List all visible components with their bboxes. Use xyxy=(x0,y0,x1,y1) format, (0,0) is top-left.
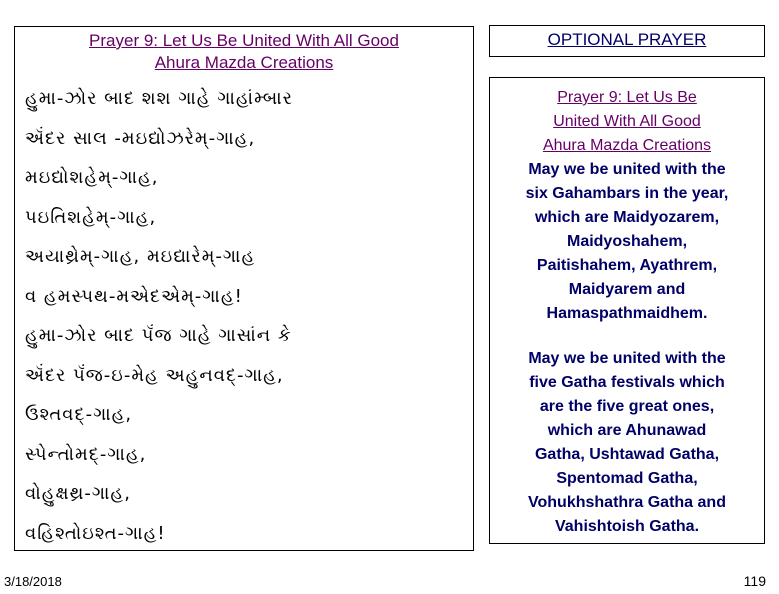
gujarati-line: વોહુક્ષથ્ર-ગાહ, xyxy=(25,483,131,504)
gatha-paragraph xyxy=(496,347,758,539)
optional-prayer-label: OPTIONAL PRAYER xyxy=(547,30,707,49)
paragraph-line: are the five great ones, xyxy=(539,398,715,415)
gujarati-text-lines xyxy=(25,89,467,563)
gujarati-line: ઍંદર સાલ -મઇદ્યોઝરેમ્-ગાહ, xyxy=(25,127,256,149)
paragraph-line: May we be united with the xyxy=(528,161,726,178)
paragraph-line: Maidyoshahem, xyxy=(566,233,688,250)
gujarati-line: હુમા-ઝોર બાદ શશ ગાહે ગાહાંમ્બાર xyxy=(25,88,293,109)
gujarati-line: ઍંદર પૅંજ-ઇ-મેહ અહુનવદ્-ગાહ, xyxy=(25,364,284,386)
right-title-line-3: Ahura Mazda Creations xyxy=(542,137,712,154)
right-title-line-2: United With All Good xyxy=(553,113,701,130)
slide-date: 3/18/2018 xyxy=(4,574,62,589)
left-title-line-1: Prayer 9: Let Us Be United With All Good xyxy=(89,31,399,50)
paragraph-line: five Gatha festivals which xyxy=(529,374,725,391)
right-title-line-1: Prayer 9: Let Us Be xyxy=(557,89,697,106)
paragraph-line: Spentomad Gatha, xyxy=(556,470,698,487)
left-title-line-2: Ahura Mazda Creations xyxy=(154,53,334,72)
paragraph-line: which are Ahunawad xyxy=(547,422,707,439)
left-prayer-title xyxy=(15,30,473,74)
paragraph-line: Maidyarem and xyxy=(568,281,686,298)
gujarati-line: પઇતિશહેમ્-ગાહ, xyxy=(25,206,157,228)
english-translation-box xyxy=(489,77,765,544)
paragraph-spacer xyxy=(496,326,758,347)
gujarati-line: સ્પેન્તોમદ્-ગાહ, xyxy=(25,443,147,465)
gujarati-prayer-box xyxy=(14,26,474,551)
gujarati-line: ઉશ્તવદ્-ગાહ, xyxy=(25,404,133,425)
paragraph-line: Paitishahem, Ayathrem, xyxy=(536,257,718,274)
gujarati-line: વ હમસ્પથ-મએદએમ્-ગાહ! xyxy=(25,285,243,307)
right-prayer-title xyxy=(496,86,758,158)
paragraph-line: Hamaspathmaidhem. xyxy=(546,305,708,322)
page-number: 119 xyxy=(743,573,766,589)
gujarati-line: મઇદ્યોશહેમ્-ગાહ, xyxy=(25,167,159,188)
gahambar-paragraph xyxy=(496,158,758,326)
paragraph-line: Vahishtoish Gatha. xyxy=(554,518,700,535)
paragraph-line: Vohukhshathra Gatha and xyxy=(528,494,726,511)
translation-content xyxy=(496,86,758,539)
paragraph-line: May we be united with the xyxy=(528,350,726,367)
paragraph-line: which are Maidyozarem, xyxy=(534,209,720,226)
gujarati-line: હુમા-ઝોર બાદ પૅંજ ગાહે ગાસાંન કે xyxy=(25,325,292,346)
paragraph-line: six Gahambars in the year, xyxy=(525,185,729,202)
gujarati-line: વહિશ્તોઇશ્ત-ગાહ! xyxy=(25,522,166,544)
optional-prayer-box xyxy=(489,25,765,57)
paragraph-line: Gatha, Ushtawad Gatha, xyxy=(534,446,720,463)
gujarati-line: અયાથ્રેમ્-ગાહ, મઇદ્યારેમ્-ગાહ xyxy=(25,246,256,267)
